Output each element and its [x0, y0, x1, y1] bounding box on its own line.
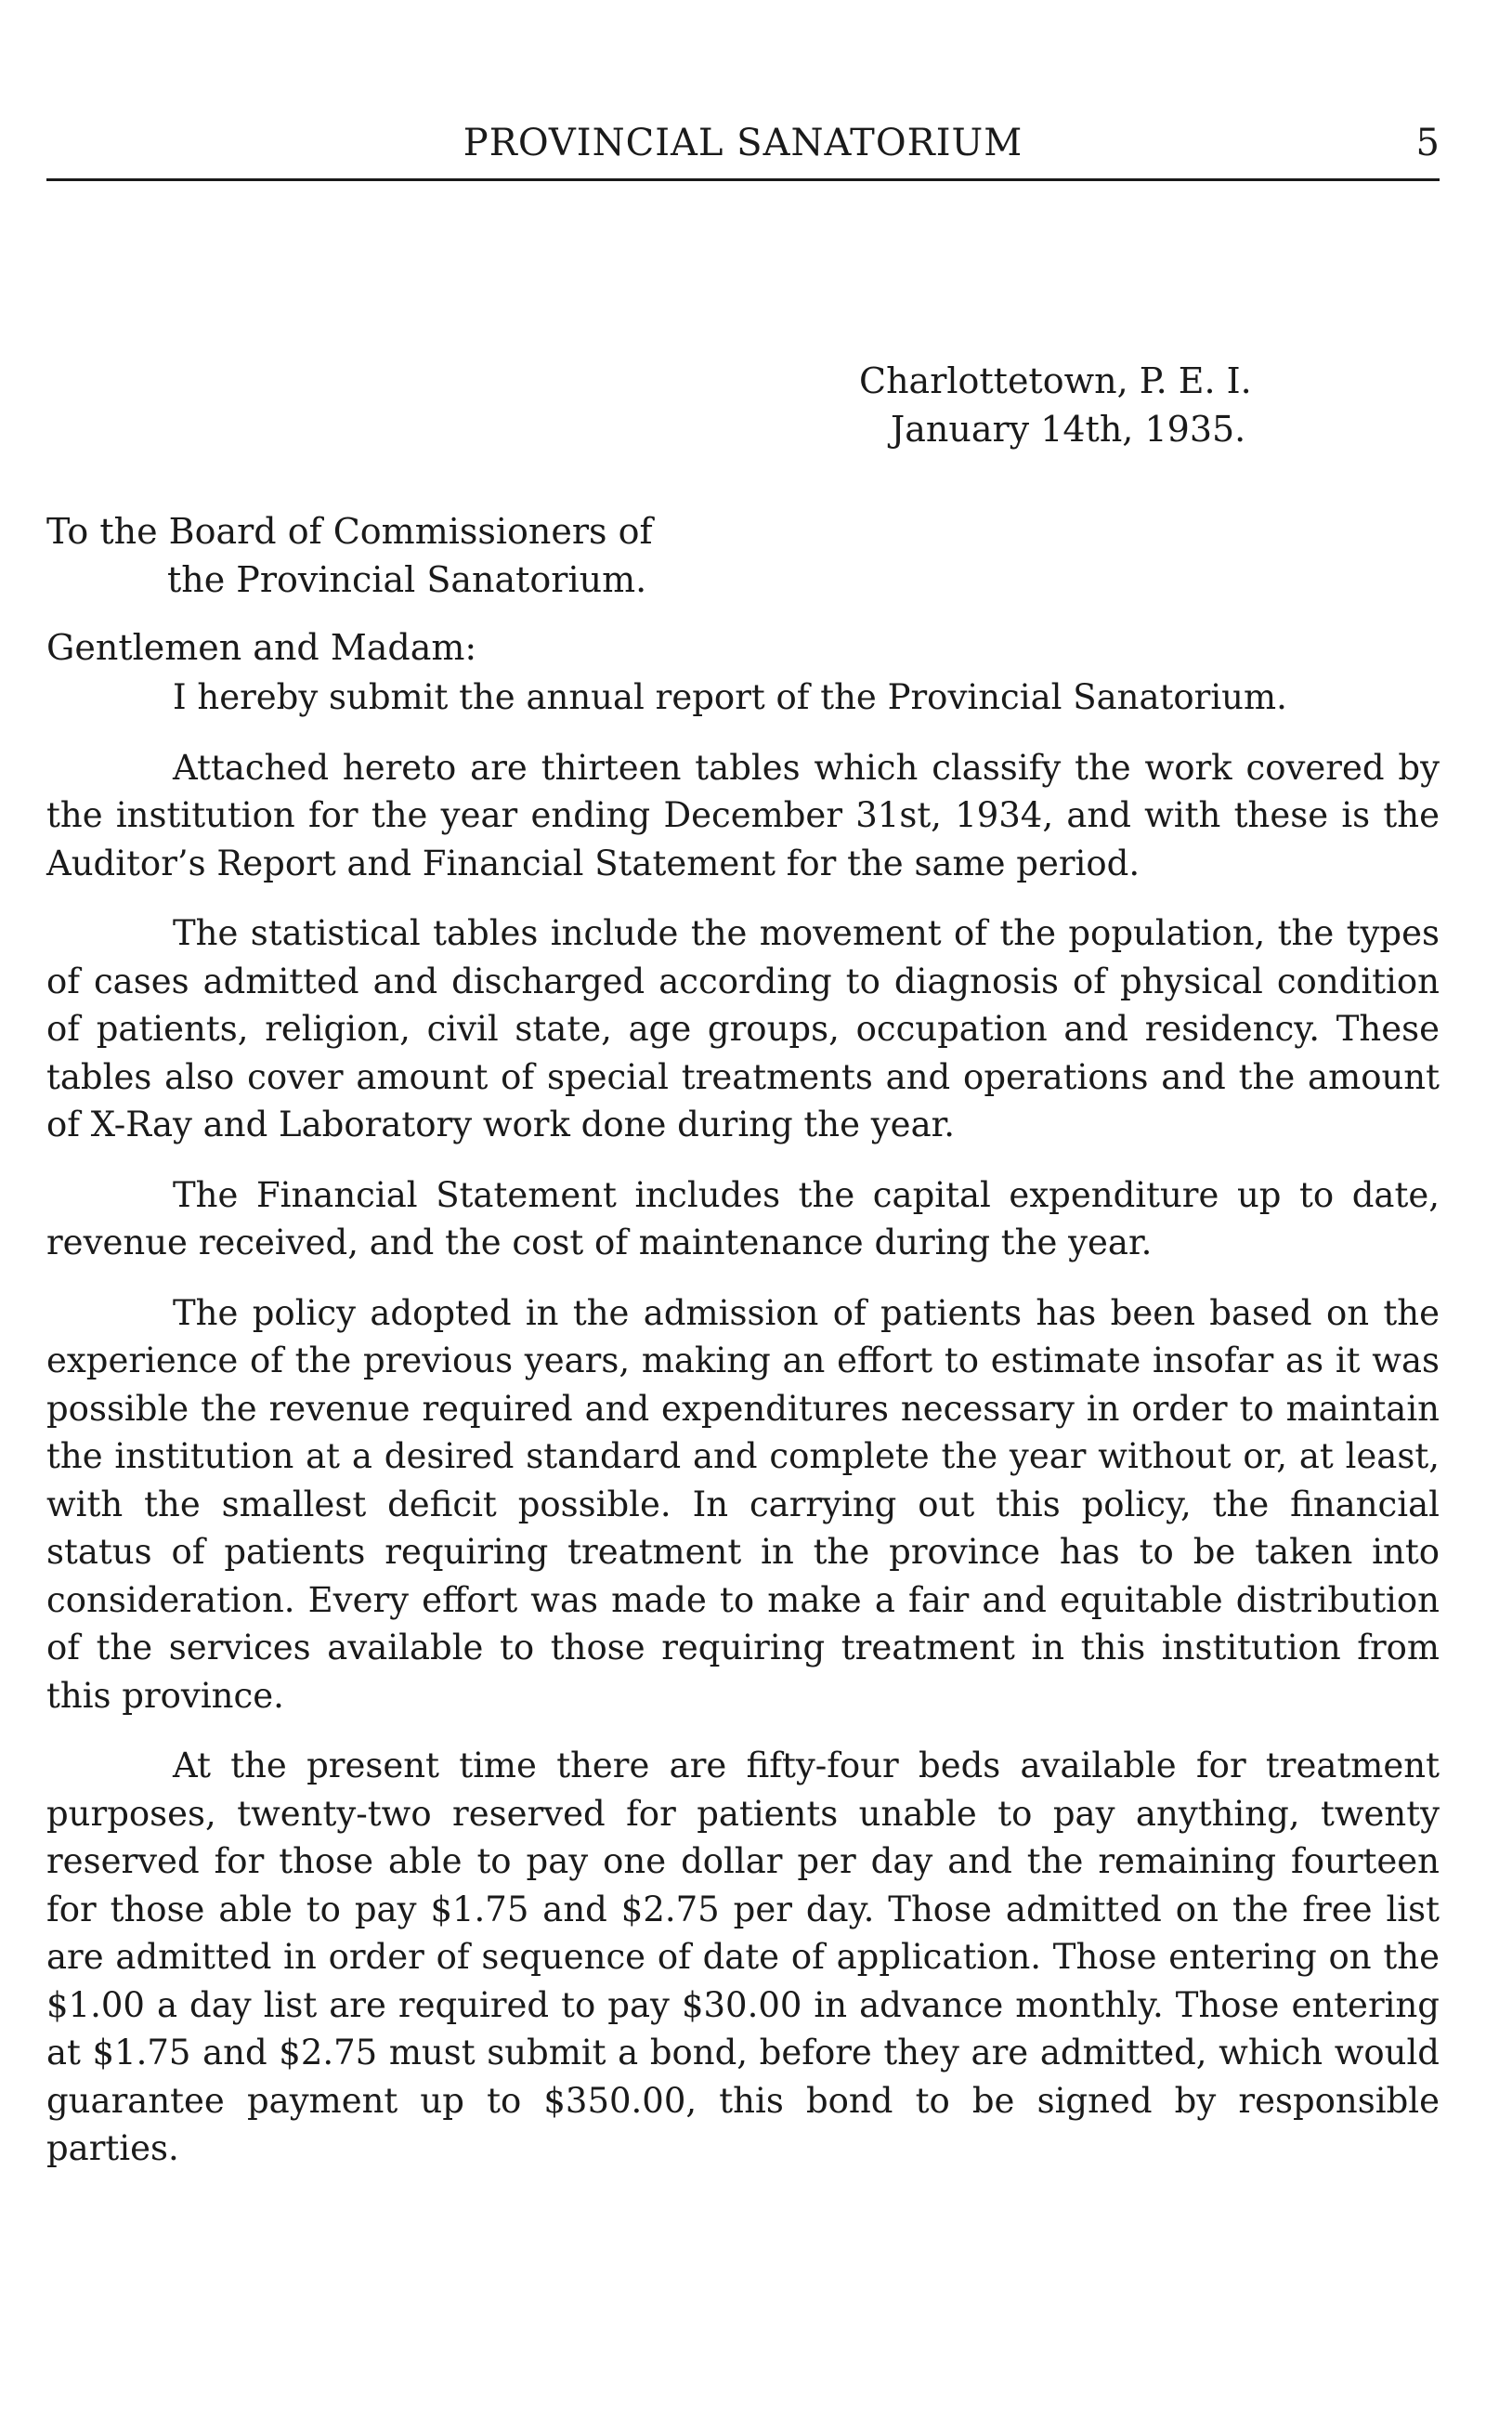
addressee-line: To the Board of Commissioners of — [46, 511, 653, 552]
running-title: PROVINCIAL SANATORIUM — [463, 122, 1023, 164]
header-rule — [46, 178, 1440, 181]
paragraph: The policy adopted in the admission of patients has been based on the experience of the previous years, making an effort to estimate insofar as it was possible the revenue required and expenditures necessary in order to maintain the institution at a desired standard and complete the year without or, at least, with the smallest deficit possible. In carrying out this policy, the financial status of patients requiring treatment in the province has to be taken into consideration. Every effort was made to make a fair and equitable distribution of the services available to those requiring treatment in this institution from this province. — [46, 1292, 1440, 1716]
page-header — [46, 117, 1440, 186]
dateline-place: Charlottetown, P. E. I. — [859, 360, 1252, 401]
page-number: 5 — [1415, 122, 1440, 164]
letter-body — [46, 673, 1440, 2195]
addressee — [46, 507, 882, 604]
paragraph: I hereby submit the annual report of the Provincial Sanatorium. — [173, 677, 1287, 717]
paragraph: The statistical tables include the movement of the population, the types of cases admitted and discharged according to diagnosis of physical condition of patients, religion, civil state, age groups, occupation and residency. These tables also cover amount of special treatments and operations and the amount of X-Ray and Laboratory work done during the year. — [46, 913, 1440, 1144]
dateline — [859, 357, 1379, 453]
paragraph: At the present time there are fifty-four beds available for treatment purposes, twenty-two reserved for patients unable to pay anything, twenty reserved for those able to pay one dollar per day and the remaining fourteen for those able to pay $1.75 and $2.75 per day. Those admitted on the free list are admitted in order of sequence of date of application. Those entering on the $1.00 a day list are required to pay $30.00 in advance monthly. Those entering at $1.75 and $2.75 must submit a bond, before they are admitted, which would guarantee payment up to $350.00, this bond to be signed by responsible parties. — [46, 1746, 1440, 2168]
dateline-date: January 14th, 1935. — [891, 409, 1246, 450]
salutation: Gentlemen and Madam: — [46, 627, 477, 668]
paragraph: The Financial Statement includes the capital expenditure up to date, revenue received, and the cost of maintenance during the year. — [46, 1174, 1440, 1262]
addressee-line: the Provincial Sanatorium. — [167, 559, 647, 600]
paragraph: Attached hereto are thirteen tables which classify the work covered by the institution for the year ending December 31st, 1934, and with these is the Auditor’s Report and Financial Statement for the same period. — [46, 747, 1440, 883]
